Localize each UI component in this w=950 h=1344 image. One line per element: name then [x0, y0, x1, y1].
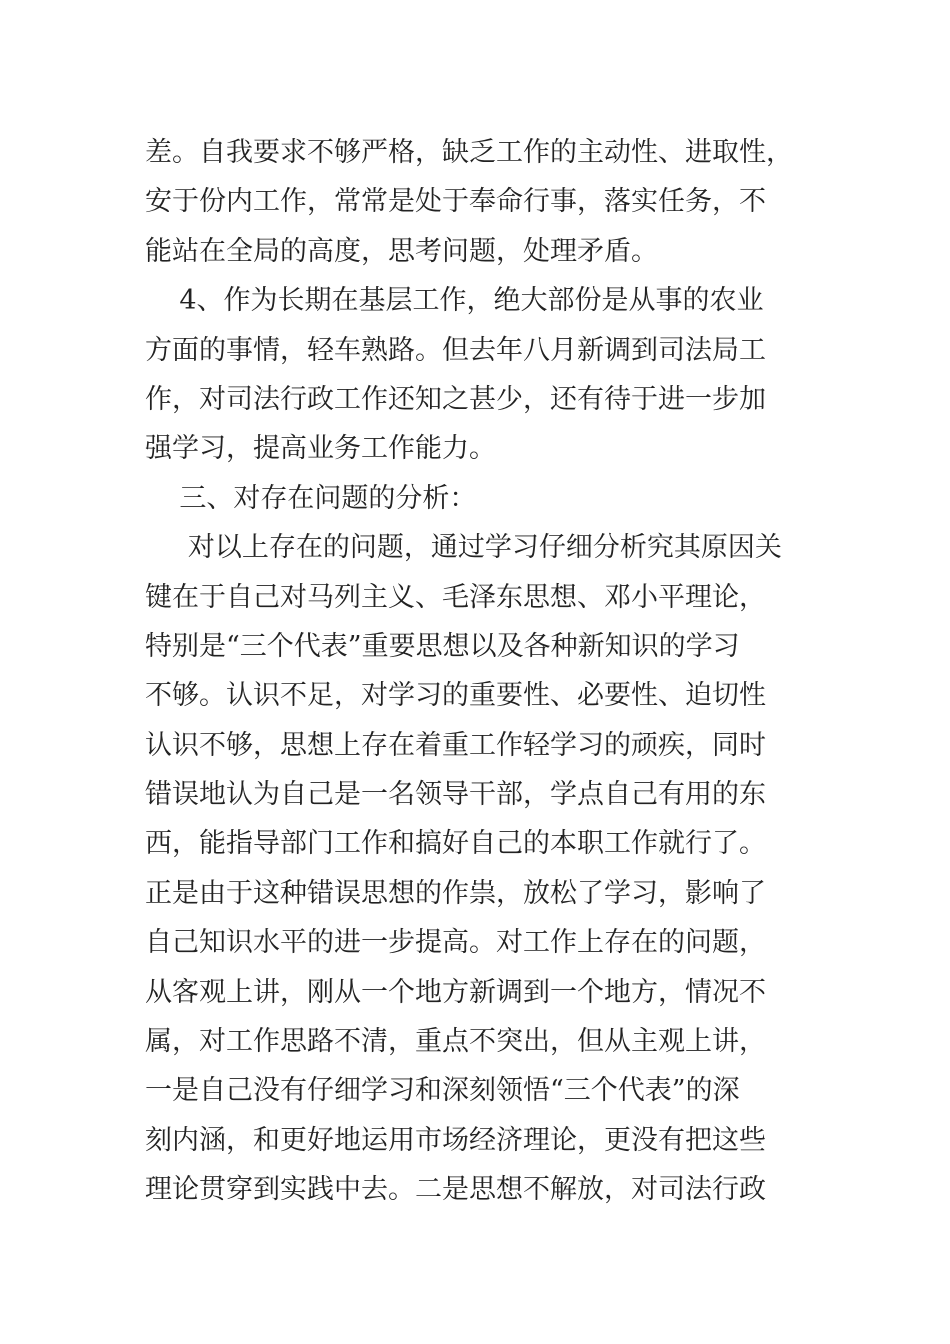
text-line: 对以上存在的问题，通过学习仔细分析究其原因关: [145, 532, 782, 564]
text-line: 属，对工作思路不清，重点不突出，但从主观上讲，: [145, 1026, 766, 1058]
text-line: 方面的事情，轻车熟路。但去年八月新调到司法局工: [145, 334, 766, 366]
text-line: 错误地认为自己是一名领导干部，学点自己有用的东: [145, 779, 766, 811]
text-line: 正是由于这种错误思想的作祟，放松了学习，影响了: [145, 877, 766, 909]
text-line: 4、作为长期在基层工作，绝大部份是从事的农业: [145, 285, 764, 317]
text-line: 安于份内工作，常常是处于奉命行事，落实任务，不: [145, 186, 766, 218]
text-line: 自己知识水平的进一步提高。对工作上存在的问题，: [145, 927, 766, 959]
text-line: 认识不够，思想上存在着重工作轻学习的顽疾，同时: [145, 729, 766, 761]
text-line: 刻内涵，和更好地运用市场经济理论，更没有把这些: [145, 1124, 766, 1156]
text-line: 不够。认识不足，对学习的重要性、必要性、迫切性: [145, 680, 766, 712]
text-line: 作，对司法行政工作还知之甚少，还有待于进一步加: [145, 383, 766, 415]
text-line: 能站在全局的高度，思考问题，处理矛盾。: [145, 235, 658, 267]
section-heading: 三、对存在问题的分析：: [145, 482, 477, 514]
text-line: 键在于自己对马列主义、毛泽东思想、邓小平理论，: [145, 581, 766, 613]
text-line: 差。自我要求不够严格，缺乏工作的主动性、进取性，: [145, 137, 793, 168]
text-line: 理论贯穿到实践中去。二是思想不解放，对司法行政: [145, 1174, 766, 1206]
text-line: 西，能指导部门工作和搞好自己的本职工作就行了。: [145, 828, 766, 860]
text-line: 一是自己没有仔细学习和深刻领悟“三个代表”的深: [145, 1075, 740, 1107]
text-line: 特别是“三个代表”重要思想以及各种新知识的学习: [145, 630, 740, 662]
document-body: [145, 128, 810, 1215]
text-line: 强学习，提高业务工作能力。: [145, 433, 496, 465]
text-line: 从客观上讲，刚从一个地方新调到一个地方，情况不: [145, 976, 766, 1008]
